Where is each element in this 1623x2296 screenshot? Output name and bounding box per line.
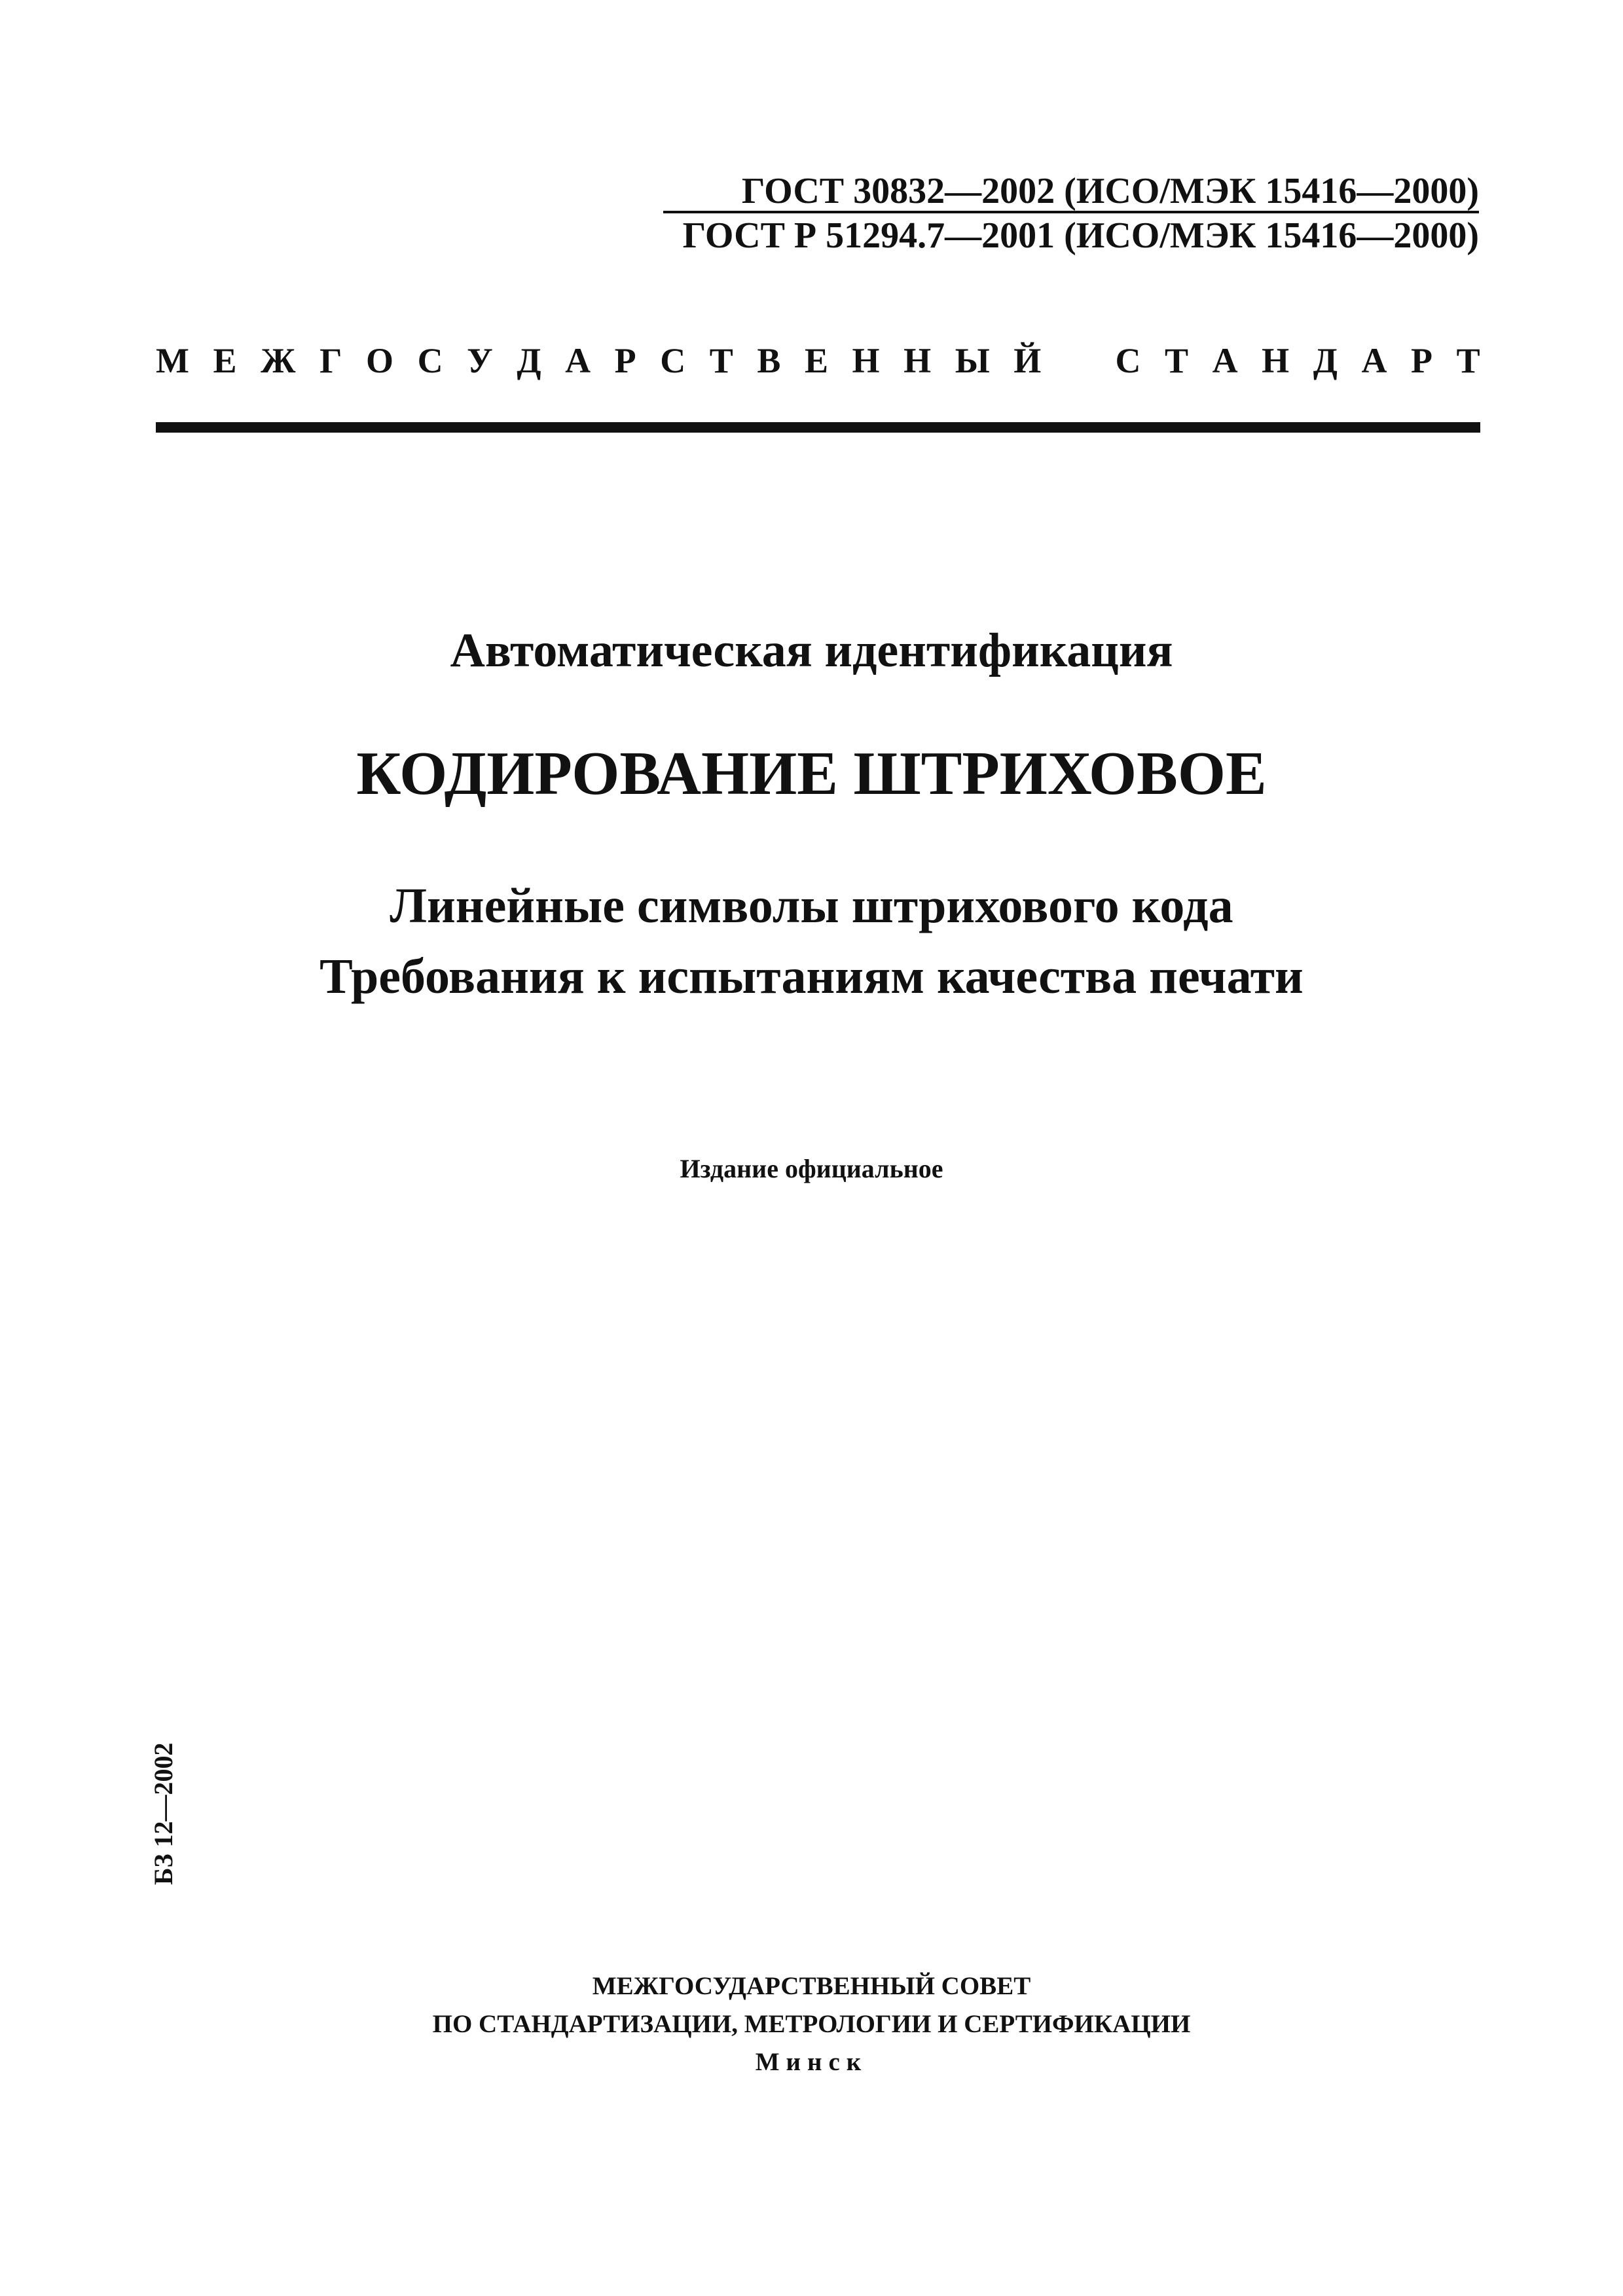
gost-line-2: ГОСТ Р 51294.7—2001 (ИСО/МЭК 15416—2000) — [682, 215, 1479, 256]
standard-type-heading — [156, 340, 1480, 381]
heading-letter: О — [366, 341, 394, 380]
heading-letter: Е — [213, 341, 237, 380]
heading-letter: Т — [1165, 341, 1189, 380]
publisher-footer — [0, 1967, 1623, 2081]
heading-letter: С — [417, 341, 443, 380]
main-title: КОДИРОВАНИЕ ШТРИХОВОЕ — [356, 740, 1267, 808]
heading-letter: Р — [614, 341, 636, 380]
heading-letter: Н — [852, 341, 880, 380]
heading-letter: В — [757, 341, 781, 380]
gost-designation — [663, 169, 1479, 258]
heading-letter: Ж — [261, 341, 296, 380]
subtitle-top: Автоматическая идентификация — [450, 624, 1173, 677]
edition-label: Издание официальное — [680, 1154, 943, 1183]
subtitle-line-1: Линейные символы штрихового кода — [390, 878, 1233, 933]
heading-letter: Т — [1456, 341, 1480, 380]
heading-letter: Й — [1013, 341, 1042, 380]
heading-letter: А — [1212, 341, 1238, 380]
heading-letter: Ы — [955, 341, 990, 380]
heading-letter: М — [156, 341, 189, 380]
heading-rule — [156, 422, 1480, 433]
footer-line-1: МЕЖГОСУДАРСТВЕННЫЙ СОВЕТ — [592, 1972, 1031, 2000]
standard-type-text — [156, 340, 1480, 381]
footer-line-2: ПО СТАНДАРТИЗАЦИИ, МЕТРОЛОГИИ И СЕРТИФИКАЦИИ — [432, 2010, 1191, 2038]
heading-letter: Р — [1411, 341, 1433, 380]
heading-letter: Г — [319, 341, 342, 380]
heading-word-gap — [1065, 340, 1091, 381]
heading-letter: Т — [709, 341, 733, 380]
heading-letter: Н — [1262, 341, 1290, 380]
heading-letter: Д — [517, 341, 541, 380]
heading-letter: Н — [903, 341, 932, 380]
heading-letter: А — [1361, 341, 1387, 380]
heading-letter: С — [1115, 341, 1141, 380]
heading-letter: Д — [1313, 341, 1338, 380]
subtitle-line-2: Требования к испытаниям качества печати — [319, 949, 1304, 1004]
heading-letter: А — [565, 341, 591, 380]
heading-letter: Е — [804, 341, 828, 380]
side-code: БЗ 12—2002 — [149, 1742, 178, 1885]
gost-line-1: ГОСТ 30832—2002 (ИСО/МЭК 15416—2000) — [663, 171, 1479, 213]
heading-letter: С — [660, 341, 686, 380]
footer-city: Минск — [755, 2048, 868, 2076]
heading-letter: У — [467, 341, 493, 380]
subtitle-lines — [0, 870, 1623, 1012]
